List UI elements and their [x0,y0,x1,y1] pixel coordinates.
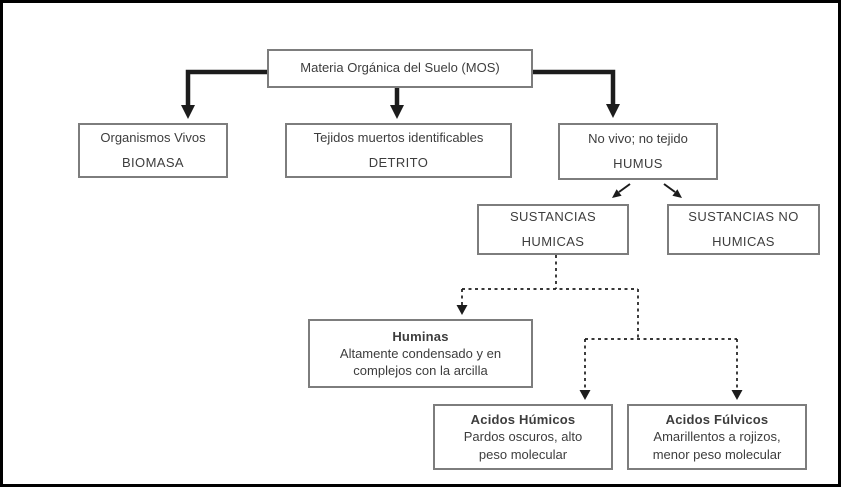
node-mos-label: Materia Orgánica del Suelo (MOS) [300,60,500,76]
arrow-mos-to-detrito [390,88,404,119]
node-huminas-desc1: Altamente condensado y en [339,345,502,361]
node-biomasa-line2: BIOMASA [121,154,185,170]
node-detrito [285,123,512,178]
arrowhead-to-acidos-fulvicos [732,390,743,400]
node-acidos-humicos-title: Acidos Húmicos [470,412,576,428]
node-sustancias-humicas-line2: HUMICAS [521,233,585,249]
node-detrito-line1: Tejidos muertos identificables [313,130,484,146]
node-sustancias-no-humicas-line2: HUMICAS [712,233,775,249]
arrowhead-to-huminas [457,305,468,315]
node-sustancias-no-humicas-line1: SUSTANCIAS NO [688,209,799,225]
node-huminas [308,319,533,388]
node-acidos-fulvicos-title: Acidos Fúlvicos [665,412,769,428]
node-sustancias-humicas-line1: SUSTANCIAS [509,209,597,225]
node-acidos-fulvicos [627,404,807,470]
arrow-humus-to-sustancias-no-humicas [664,184,682,198]
node-humus-line1: No vivo; no tejido [588,131,688,147]
node-sustancias-no-humicas [667,204,820,255]
node-humus [558,123,718,180]
node-acidos-humicos-desc2: peso molecular [478,446,568,462]
node-sustancias-humicas [477,204,629,255]
arrow-humus-to-sustancias-humicas [612,184,630,198]
node-detrito-line2: DETRITO [368,154,429,170]
node-acidos-fulvicos-desc2: menor peso molecular [652,446,782,462]
node-mos [267,49,533,88]
node-biomasa [78,123,228,178]
node-humus-line2: HUMUS [613,155,663,171]
node-acidos-fulvicos-desc1: Amarillentos a rojizos, [653,429,781,445]
node-biomasa-line1: Organismos Vivos [100,130,206,146]
node-huminas-desc2: complejos con la arcilla [353,363,488,379]
node-acidos-humicos-desc1: Pardos oscuros, alto [463,429,583,445]
arrow-mos-to-biomasa [181,72,267,119]
arrow-mos-to-humus [533,72,620,118]
node-huminas-title: Huminas [392,328,449,344]
node-acidos-humicos [433,404,613,470]
arrowhead-to-acidos-humicos [580,390,591,400]
